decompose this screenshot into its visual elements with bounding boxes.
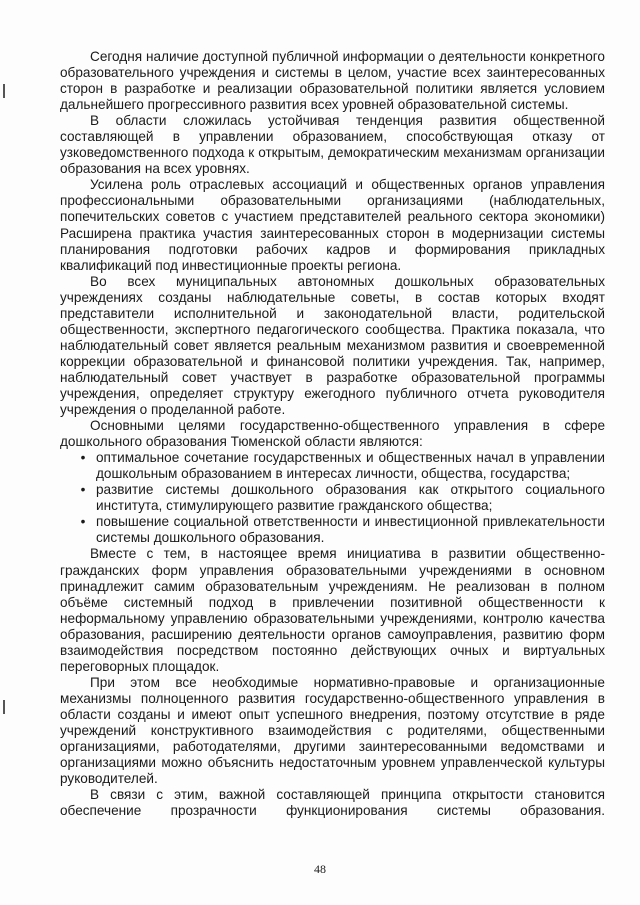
document-body (60, 49, 605, 819)
bullet-icon: • (80, 450, 86, 466)
paragraph: Усилена роль отраслевых ассоциаций и общественных органов управления профессиональными образовательными организациями (наблюдательных, попечительских советов с участием представителей реального сектора экономики) Расширена практика участия заинтересованных сторон в модернизации системы планирования подготовки рабочих кадров и формирования прикладных квалификаций под инвестиционные проекты региона. (60, 177, 605, 273)
list-item (60, 482, 605, 514)
paragraph: Сегодня наличие доступной публичной информации о деятельности конкретного образовательного учреждения и системы в целом, участие всех заинтересованных сторон в разработке и реализации образовательной политики является условием дальнейшего прогрессивного развития всех уровней образовательной системы. (60, 49, 605, 113)
list-item-text: оптимальное сочетание государственных и общественных начал в управлении дошкольным образованием в интересах личности, общества, государства; (96, 450, 605, 482)
paragraph: Во всех муниципальных автономных дошкольных образовательных учреждениях созданы наблюдательные советы, в состав которых входят представители исполнительной и законодательной власти, родительской общественности, экспертного педагогического сообщества. Практика показала, что наблюдательный совет является реальным механизмом развития и своевременной коррекции образовательной и финансовой политики учреждения. Так, например, наблюдательный совет участвует в разработке образовательной программы учреждения, определяет структуру ежегодного публичного отчета руководителя учреждения о проделанной работе. (60, 273, 605, 418)
goals-list (60, 450, 605, 546)
paragraph: В области сложилась устойчивая тенденция развития общественной составляющей в управлении образованием, способствующая отказу от узковедомственного подхода к открытым, демократическим механизмам организации образования на всех уровнях. (60, 113, 605, 177)
bullet-icon: • (80, 514, 86, 530)
bullet-icon: • (80, 482, 86, 498)
paragraph: При этом все необходимые нормативно-правовые и организационные механизмы полноценного развития государственно-общественного управления в области созданы и имеют опыт успешного внедрения, поэтому отсутствие в ряде учреждений конструктивного взаимодействия с родителями, общественными организациями, работодателями, другими заинтересованными ведомствами и организациями можно объяснить недостаточным уровнем управленческой культуры руководителей. (60, 674, 605, 787)
scan-edge-mark (3, 84, 5, 98)
paragraph: Вместе с тем, в настоящее время инициатива в развитии общественно-гражданских форм управления образовательными учреждениями в основном принадлежит самим образовательным учреждениям. Не реализован в полном объёме системный подход в привлечении позитивной общественности к неформальному управлению образовательными учреждениями, контролю качества образования, расширению деятельности органов самоуправления, развитию форм взаимодействия посредством постоянно действующих очных и виртуальных переговорных площадок. (60, 546, 605, 674)
paragraph: В связи с этим, важной составляющей принципа открытости становится обеспечение прозрачности функционирования системы образования. (60, 787, 605, 819)
list-item-text: развитие системы дошкольного образования как открытого социального института, стимулирующего развитие гражданского общества; (96, 482, 605, 514)
paragraph: Основными целями государственно-общественного управления в сфере дошкольного образования Тюменской области являются: (60, 418, 605, 450)
list-item (60, 514, 605, 546)
scan-edge-mark (3, 700, 5, 714)
list-item-text: повышение социальной ответственности и инвестиционной привлекательности системы дошкольного образования. (96, 514, 605, 546)
page-number: 48 (314, 862, 326, 876)
list-item (60, 450, 605, 482)
